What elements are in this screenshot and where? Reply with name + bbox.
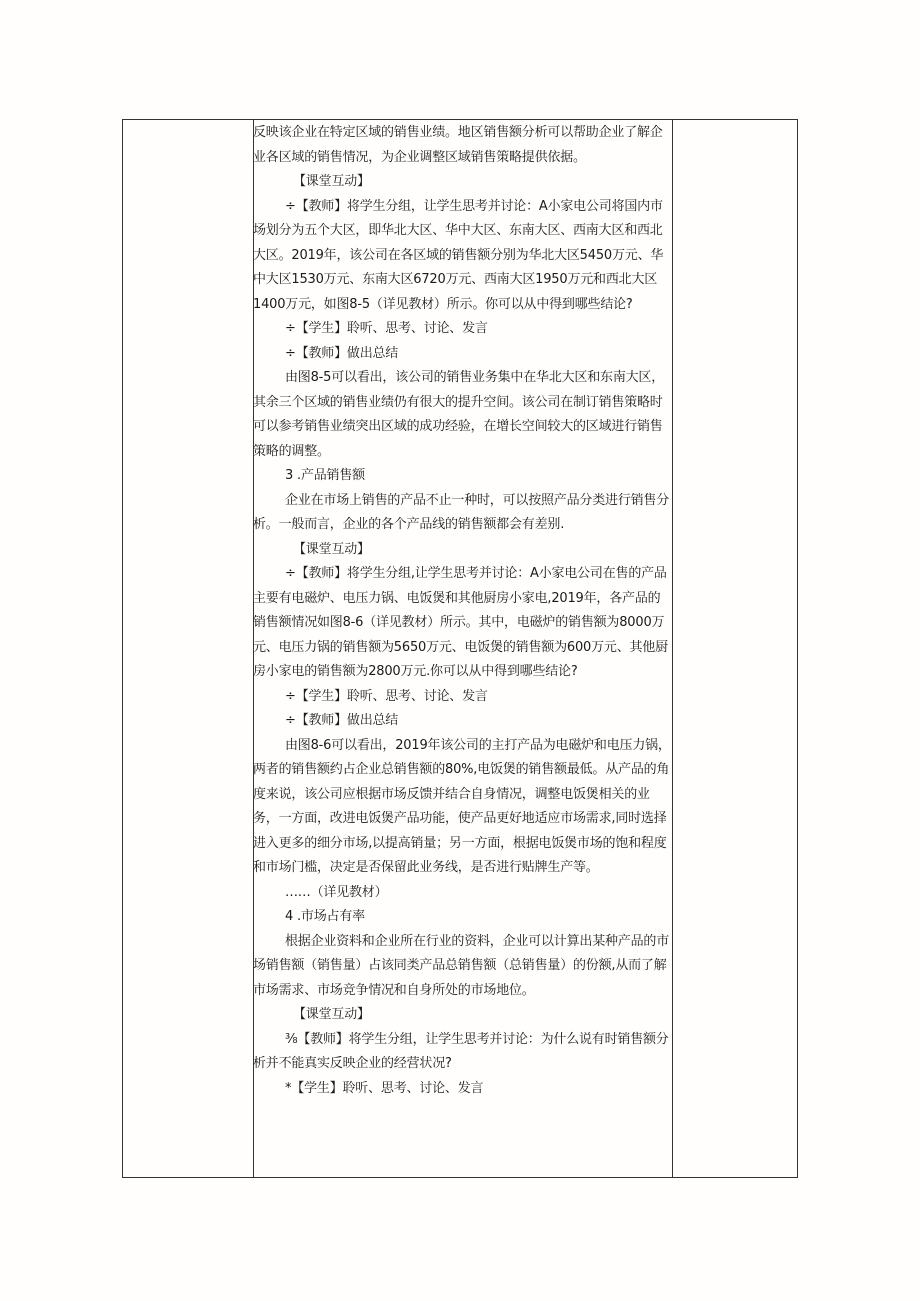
paragraph: 根据企业资料和企业所在行业的资料，企业可以计算出某种产品的市场销售额（销售量）占该同类产品总销售额（总销售量）的份额,从而了解市场需求、市场竞争情况和自身所处的市场地位。 bbox=[253, 933, 670, 998]
paragraph: ÷【学生】聆听、思考、讨论、发言 bbox=[285, 321, 488, 336]
paragraph: 【课堂互动】 bbox=[293, 541, 370, 557]
paragraph: 由图8-5可以看出，该公司的销售业务集中在华北大区和东南大区，其余三个区域的销售业绩仍有很大的提升空间。该公司在制订销售策略时可以参考销售业绩突出区域的成功经验，在增长空间较大的区域进行销售策略的调整。 bbox=[253, 370, 665, 459]
paragraph: 由图8-6可以看出，2019年该公司的主打产品为电磁炉和电压力锅，两者的销售额约占企业总销售额的80%,电饭煲的销售额最低。从产品的角度来说，该公司应根据市场反馈并结合自身情况，调整电饭煲相关的业务，一方面，改进电饭煲产品功能，使产品更好地适应市场需求,同时选择进入更多的细分市场,以提高销量；另一方面，根据电饭煲市场的饱和程度和市场门槛，决定是否保留此业务线，是否进行贴牌生产等。 bbox=[253, 737, 671, 875]
paragraph: 【课堂互动】 bbox=[293, 1007, 370, 1022]
paragraph: ÷【学生】聆听、思考、讨论、发言 bbox=[285, 688, 488, 704]
paragraph: 3 .产品销售额 bbox=[285, 468, 365, 483]
paragraph: *【学生】聆听、思考、讨论、发言 bbox=[285, 1080, 484, 1096]
paragraph: ÷【教师】做出总结 bbox=[285, 345, 399, 361]
paragraph: ÷【教师】做出总结 bbox=[285, 713, 399, 728]
paragraph: ÷【教师】将学生分组,让学生思考并讨论：A小家电公司在售的产品主要有电磁炉、电压力锅、电饭煲和其他厨房小家电,2019年，各产品的销售额情况如图8-6（详见教材）所示。其中，电磁炉的销售额为8000万元、电压力锅的销售额为5650万元、电饭煲的销售额为600万元、其他厨房小家电的销售额为2800万元.你可以从中得到哪些结论? bbox=[253, 566, 668, 679]
paragraph: 4 .市场占有率 bbox=[285, 909, 365, 924]
paragraph: 企业在市场上销售的产品不止一种时，可以按照产品分类进行销售分析。一般而言，企业的各个产品线的销售额都会有差别. bbox=[253, 492, 670, 532]
paragraph: 反映该企业在特定区域的销售业绩。地区销售额分析可以帮助企业了解企业各区域的销售情况，为企业调整区域销售策略提供依据。 bbox=[253, 125, 663, 165]
column-divider-right bbox=[672, 120, 673, 1177]
paragraph: ……（详见教材） bbox=[285, 884, 388, 900]
paragraph: ⅜【教师】将学生分组，让学生思考并讨论：为什么说有时销售额分析并不能真实反映企业的经营状况? bbox=[253, 1031, 669, 1071]
paragraph: ÷【教师】将学生分组，让学生思考并讨论：A小家电公司将国内市场划分为五个大区，即华北大区、华中大区、东南大区、西南大区和西北大区。2019年，该公司在各区域的销售额分别为华北大区5450万元、华中大区1530万元、东南大区6720万元、西南大区1950万元和西北大区1400万元，如图8-5（详见教材）所示。你可以从中得到哪些结论? bbox=[253, 198, 664, 312]
lesson-content-cell bbox=[253, 121, 672, 1101]
paragraph: 【课堂互动】 bbox=[293, 174, 370, 189]
